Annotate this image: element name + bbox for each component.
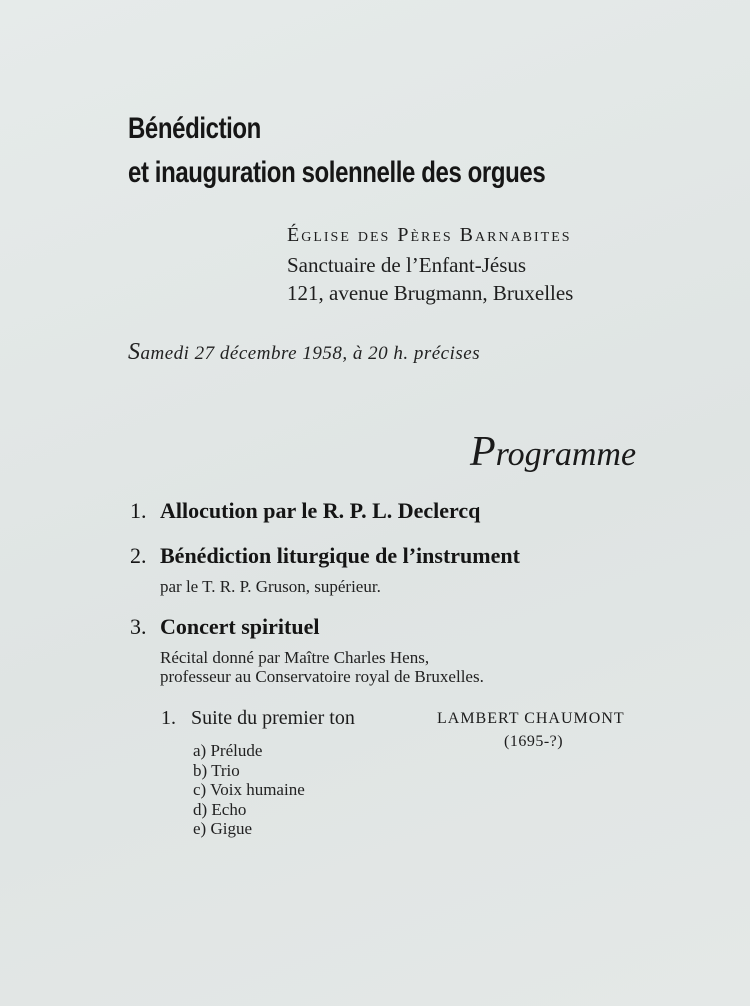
title-line-2: et inauguration solennelle des orgues: [128, 156, 546, 189]
venue-sanctuary: Sanctuaire de l’Enfant-Jésus: [287, 253, 527, 277]
title-line-1: Bénédiction: [128, 112, 261, 145]
item-detail: par le T. R. P. Gruson, supérieur.: [160, 577, 381, 596]
item-detail: Récital donné par Maître Charles Hens,: [160, 648, 430, 667]
venue-address: 121, avenue Brugmann, Bruxelles: [287, 281, 574, 305]
movement-item: b) Trio: [193, 761, 240, 780]
movement-item: a) Prélude: [193, 741, 263, 760]
item-number: 1.: [130, 498, 147, 523]
programme-heading-text: rogramme: [495, 436, 637, 473]
item-title: Bénédiction liturgique de l’instrument: [160, 543, 520, 568]
piece-title: Suite du premier ton: [191, 707, 355, 729]
item-number: 2.: [130, 543, 147, 568]
movement-item: d) Echo: [193, 800, 247, 819]
piece-composer: LAMBERT CHAUMONT: [437, 710, 625, 727]
venue-church: Église des Pères Barnabites: [287, 224, 572, 246]
date-text: amedi 27 décembre 1958, à 20 h. précises: [140, 343, 481, 364]
piece-1: [161, 707, 355, 730]
programme-item-1: [130, 498, 480, 524]
programme-heading: [470, 428, 636, 476]
piece-number: 1.: [161, 707, 176, 729]
item-detail: professeur au Conservatoire royal de Bruxelles.: [160, 667, 484, 686]
programme-item-3: [130, 614, 319, 640]
movement-item: e) Gigue: [193, 819, 253, 838]
date-initial: S: [128, 339, 141, 365]
item-number: 3.: [130, 614, 147, 639]
event-date: [128, 339, 480, 366]
item-title: Allocution par le R. P. L. Declercq: [160, 498, 481, 523]
piece-composer-dates: (1695-?): [504, 733, 564, 750]
item-title: Concert spirituel: [160, 614, 320, 639]
movement-item: c) Voix humaine: [193, 780, 305, 799]
programme-item-2: [130, 543, 520, 569]
programme-heading-initial: P: [470, 429, 496, 475]
